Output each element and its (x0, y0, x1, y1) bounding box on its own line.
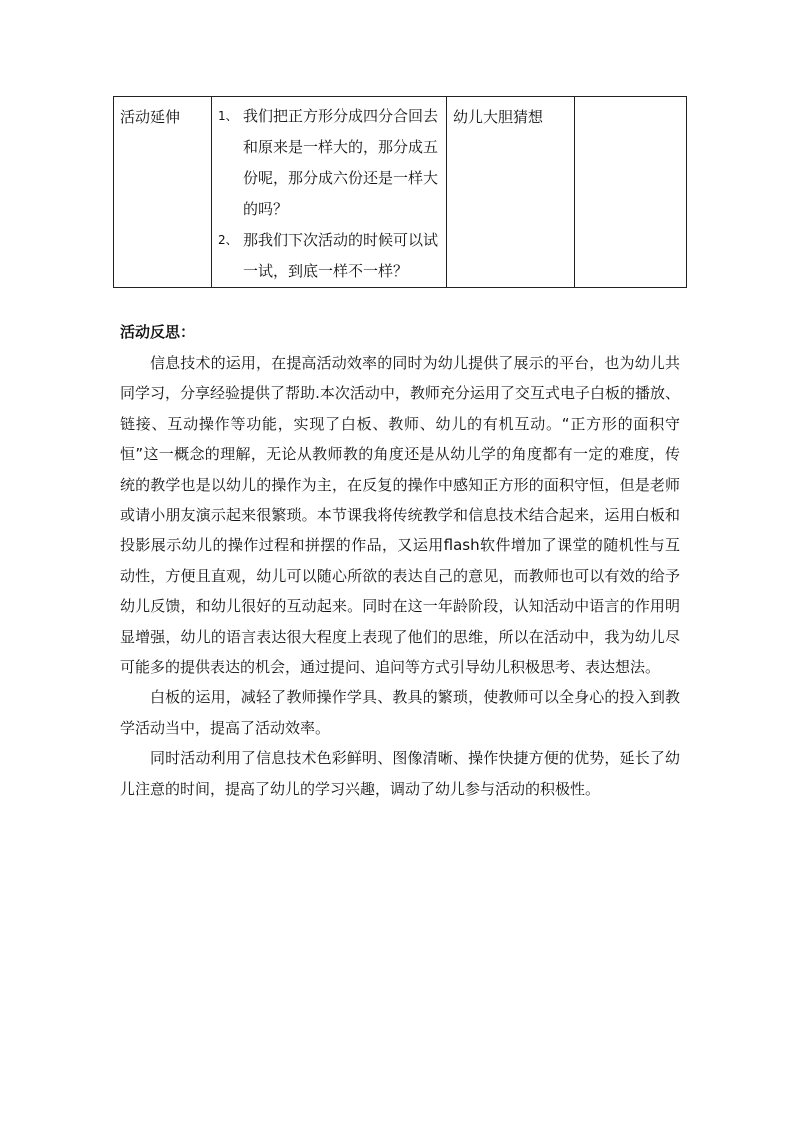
list-item-number: 1、 (218, 109, 238, 123)
activity-table (113, 96, 687, 288)
list-item (216, 101, 442, 225)
reflection-title: 活动反思： (120, 323, 196, 341)
row-label-cell (114, 97, 212, 288)
reflection-paragraph: 信息技术的运用，在提高活动效率的同时为幼儿提供了展示的平台，也为幼儿共同学习，分享经验提供了帮助.本次活动中，教师充分运用了交互式电子白板的播放、链接、互动操作等功能，实现了白板、教师、幼儿的有机互动。“正方形的面积守恒”这一概念的理解，无论从教师教的角度还是从幼儿学的角度都有一定的难度，传统的教学也是以幼儿的操作为主，在反复的操作中感知正方形的面积守恒，但是老师或请小朋友演示起来很繁琐。本节课我将传统教学和信息技术结合起来，运用白板和投影展示幼儿的操作过程和拼摆的作品，又运用flash软件增加了课堂的随机性与互动性，方便且直观，幼儿可以随心所欲的表达自己的意见，而教师也可以有效的给予幼儿反馈，和幼儿很好的互动起来。同时在这一年龄阶段，认知活动中语言的作用明显增强，幼儿的语言表达很大程度上表现了他们的思维，所以在活动中，我为幼儿尽可能多的提供表达的机会，通过提问、追问等方式引导幼儿积极思考、表达想法。 (120, 354, 680, 677)
extension-list (212, 97, 446, 287)
child-activity-text: 幼儿大胆猜想 (453, 108, 544, 126)
notes-text (575, 97, 686, 107)
list-item (216, 225, 442, 287)
notes-cell (575, 97, 687, 288)
extension-content-cell (212, 97, 447, 288)
list-item-text: 那我们下次活动的时候可以试一试，到底一样不一样？ (243, 231, 439, 280)
list-item-number: 2、 (218, 233, 238, 247)
table-row-activity-extension (114, 97, 687, 288)
reflection-section (120, 318, 680, 804)
row-label: 活动延伸 (120, 108, 181, 126)
reflection-paragraph: 白板的运用，减轻了教师操作学具、教具的繁琐，使教师可以全身心的投入到教学活动当中，提高了活动效率。 (120, 688, 680, 737)
list-item-text: 我们把正方形分成四分合回去和原来是一样大的，那分成五份呢，那分成六份还是一样大的吗？ (243, 107, 439, 218)
child-activity-cell (447, 97, 575, 288)
reflection-paragraph: 同时活动利用了信息技术色彩鲜明、图像清晰、操作快捷方便的优势，延长了幼儿注意的时间，提高了幼儿的学习兴趣，调动了幼儿参与活动的积极性。 (120, 749, 680, 798)
